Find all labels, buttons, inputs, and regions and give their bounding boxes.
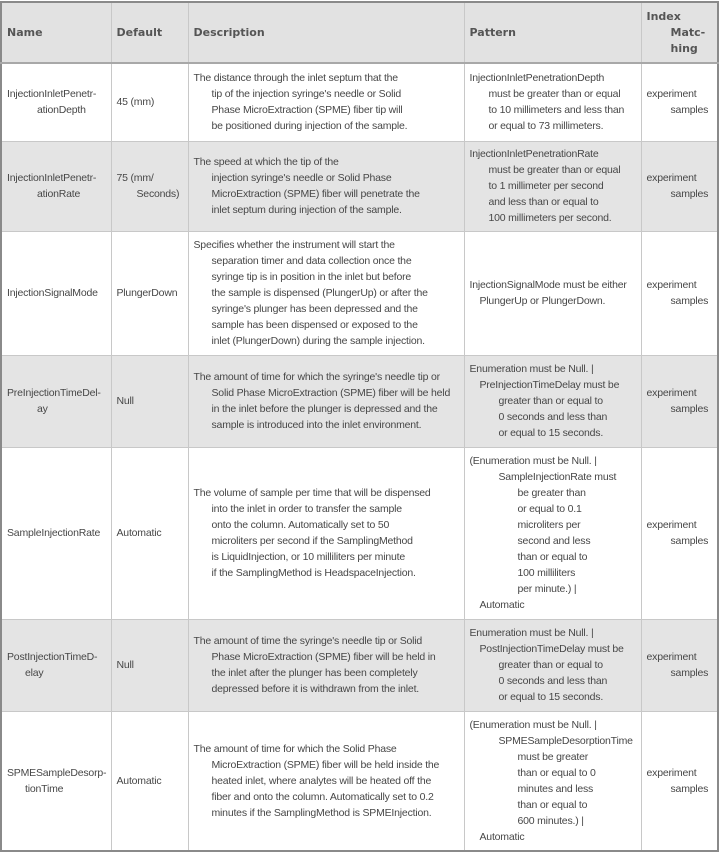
cell-name — [1, 711, 111, 851]
header-default: Default — [111, 2, 188, 63]
header-index-matching — [641, 2, 718, 63]
description-text: Phase MicroExtraction (SPME) fiber tip will — [211, 104, 403, 117]
pattern-text: to 10 millimeters and less than — [488, 104, 625, 117]
pattern-text: be greater than — [517, 487, 586, 499]
index-matching-text: experiment — [646, 766, 697, 779]
name-text: PreInjectionTimeDel- — [7, 387, 101, 399]
header-pattern: Pattern — [464, 2, 641, 63]
description-text: inlet septum during injection of the sample. — [211, 204, 402, 216]
cell-name — [1, 231, 111, 355]
name-text: InjectionSignalMode — [7, 287, 98, 299]
table-row — [1, 231, 718, 355]
cell-description — [188, 63, 464, 141]
cell-index-matching — [641, 141, 718, 231]
description-text: Solid Phase MicroExtraction (SPME) fiber will be held — [211, 387, 451, 399]
pattern-text: (Enumeration must be Null. | — [469, 455, 597, 467]
cell-pattern — [464, 355, 641, 447]
index-matching-text: samples — [670, 535, 709, 547]
pattern-text: minutes and less — [517, 782, 594, 795]
name-text: ationDepth — [37, 104, 86, 117]
description-text: into the inlet in order to transfer the sample — [211, 503, 402, 515]
header-index-matching-line3: hing — [670, 41, 698, 55]
index-matching-text: experiment — [646, 651, 697, 663]
pattern-text: must be greater — [517, 750, 589, 763]
index-matching-text: samples — [670, 104, 709, 117]
pattern-text: microliters per — [517, 519, 581, 531]
cell-description — [188, 355, 464, 447]
name-text: ationRate — [37, 188, 81, 200]
pattern-text: SPMESampleDesorptionTime — [498, 734, 633, 747]
description-text: MicroExtraction (SPME) fiber will be held inside the — [211, 758, 440, 771]
header-row — [1, 2, 718, 63]
pattern-text: 0 seconds and less than — [498, 675, 608, 687]
pattern-text: or equal to 73 millimeters. — [488, 120, 604, 133]
cell-pattern — [464, 63, 641, 141]
description-text: microliters per second if the SamplingMethod — [211, 535, 413, 547]
description-text: MicroExtraction (SPME) fiber will penetrate the — [211, 188, 420, 200]
description-text: sample has been dispensed or exposed to the — [211, 319, 418, 331]
description-text: Phase MicroExtraction (SPME) fiber will be held in — [211, 651, 436, 663]
description-text: injection syringe's needle or Solid Phase — [211, 172, 392, 184]
index-matching-text: experiment — [646, 88, 697, 101]
options-table — [0, 1, 719, 852]
description-text: separation timer and data collection once the — [211, 255, 412, 267]
pattern-text: 100 millimeters per second. — [488, 212, 612, 224]
table-row — [1, 141, 718, 231]
cell-default — [111, 231, 188, 355]
description-text: the inlet after the plunger has been completely — [211, 667, 418, 679]
default-text: Null — [116, 395, 134, 407]
description-text: be positioned during injection of the sample. — [211, 120, 408, 133]
pattern-text: InjectionInletPenetrationDepth — [469, 72, 605, 85]
name-text: PostInjectionTimeD- — [7, 651, 98, 663]
cell-pattern — [464, 619, 641, 711]
table-row — [1, 619, 718, 711]
pattern-text: than or equal to — [517, 798, 588, 811]
description-text: The volume of sample per time that will be dispensed — [193, 487, 431, 499]
description-text: syringe tip is in position in the inlet but before — [211, 271, 412, 283]
default-text: 45 (mm) — [116, 96, 155, 109]
cell-index-matching — [641, 447, 718, 619]
description-text: fiber and onto the column. Automatically set to 0.2 — [211, 790, 434, 803]
pattern-text: Automatic — [479, 599, 525, 611]
index-matching-text: experiment — [646, 172, 697, 184]
description-text: The amount of time for which the syringe's needle tip or — [193, 371, 440, 383]
description-text: inlet (PlungerDown) during the sample injection. — [211, 335, 425, 347]
pattern-text: SampleInjectionRate must — [498, 471, 617, 483]
cell-pattern — [464, 447, 641, 619]
index-matching-text: experiment — [646, 519, 697, 531]
table-row — [1, 447, 718, 619]
description-text: the sample is dispensed (PlungerUp) or after the — [211, 287, 428, 299]
cell-index-matching — [641, 355, 718, 447]
header-index-matching-line2: Matc- — [670, 25, 706, 39]
description-text: The distance through the inlet septum that the — [193, 72, 398, 85]
cell-index-matching — [641, 711, 718, 851]
table-row — [1, 711, 718, 851]
pattern-text: InjectionSignalMode must be either — [469, 279, 627, 291]
name-text: ay — [37, 403, 48, 415]
table-row — [1, 63, 718, 141]
default-text: 75 (mm/ — [116, 172, 154, 184]
index-matching-text: samples — [670, 667, 709, 679]
pattern-text: and less than or equal to — [488, 196, 599, 208]
description-text: Specifies whether the instrument will start the — [193, 239, 395, 251]
cell-description — [188, 711, 464, 851]
description-text: in the inlet before the plunger is depressed and the — [211, 403, 438, 415]
name-text: SampleInjectionRate — [7, 527, 101, 539]
default-text: Automatic — [116, 774, 162, 787]
description-text: if the SamplingMethod is HeadspaceInjection. — [211, 567, 416, 579]
pattern-text: greater than or equal to — [498, 659, 603, 671]
pattern-text: than or equal to 0 — [517, 766, 596, 779]
cell-description — [188, 619, 464, 711]
description-text: sample is introduced into the inlet environment. — [211, 419, 422, 431]
pattern-text: must be greater than or equal — [488, 164, 621, 176]
description-text: The amount of time the syringe's needle tip or Solid — [193, 635, 423, 647]
cell-default — [111, 711, 188, 851]
description-text: The speed at which the tip of the — [193, 156, 339, 168]
cell-default — [111, 355, 188, 447]
default-text: PlungerDown — [116, 287, 178, 299]
description-text: The amount of time for which the Solid Phase — [193, 742, 397, 755]
pattern-text: or equal to 15 seconds. — [498, 427, 604, 439]
cell-name — [1, 355, 111, 447]
name-text: InjectionInletPenetr- — [7, 172, 97, 184]
index-matching-text: samples — [670, 295, 709, 307]
header-description: Description — [188, 2, 464, 63]
cell-index-matching — [641, 63, 718, 141]
pattern-text: greater than or equal to — [498, 395, 603, 407]
pattern-text: or equal to 0.1 — [517, 503, 582, 515]
name-text: InjectionInletPenetr- — [7, 88, 97, 101]
default-text: Null — [116, 659, 134, 671]
pattern-text: PostInjectionTimeDelay must be — [479, 643, 624, 655]
cell-name — [1, 447, 111, 619]
cell-index-matching — [641, 231, 718, 355]
pattern-text: InjectionInletPenetrationRate — [469, 148, 599, 160]
name-text: SPMESampleDesorp- — [7, 766, 107, 779]
header-name: Name — [1, 2, 111, 63]
pattern-text: to 1 millimeter per second — [488, 180, 604, 192]
cell-index-matching — [641, 619, 718, 711]
cell-name — [1, 619, 111, 711]
cell-description — [188, 447, 464, 619]
pattern-text: (Enumeration must be Null. | — [469, 718, 597, 731]
index-matching-text: experiment — [646, 387, 697, 399]
cell-default — [111, 63, 188, 141]
name-text: tionTime — [25, 782, 64, 795]
pattern-text: 100 milliliters — [517, 567, 576, 579]
pattern-text: PlungerUp or PlungerDown. — [479, 295, 606, 307]
pattern-text: or equal to 15 seconds. — [498, 691, 604, 703]
description-text: heated inlet, where analytes will be heated off the — [211, 774, 432, 787]
pattern-text: 600 minutes.) | — [517, 814, 584, 827]
cell-pattern — [464, 711, 641, 851]
pattern-text: PreInjectionTimeDelay must be — [479, 379, 620, 391]
pattern-text: per minute.) | — [517, 583, 577, 595]
header-index-matching-line1: Index — [646, 9, 681, 23]
pattern-text: second and less — [517, 535, 591, 547]
description-text: tip of the injection syringe's needle or Solid — [211, 88, 402, 101]
index-matching-text: experiment — [646, 279, 697, 291]
cell-description — [188, 141, 464, 231]
cell-default — [111, 447, 188, 619]
description-text: onto the column. Automatically set to 50 — [211, 519, 390, 531]
cell-default — [111, 619, 188, 711]
pattern-text: Enumeration must be Null. | — [469, 363, 594, 375]
description-text: minutes if the SamplingMethod is SPMEInjection. — [211, 806, 432, 819]
index-matching-text: samples — [670, 403, 709, 415]
description-text: depressed before it is withdrawn from the inlet. — [211, 683, 420, 695]
cell-pattern — [464, 141, 641, 231]
cell-description — [188, 231, 464, 355]
cell-default — [111, 141, 188, 231]
description-text: is LiquidInjection, or 10 milliliters per minute — [211, 551, 405, 563]
description-text: syringe's plunger has been depressed and the — [211, 303, 418, 315]
index-matching-text: samples — [670, 782, 709, 795]
pattern-text: Automatic — [479, 830, 525, 843]
cell-pattern — [464, 231, 641, 355]
default-text: Automatic — [116, 527, 162, 539]
pattern-text: than or equal to — [517, 551, 588, 563]
pattern-text: 0 seconds and less than — [498, 411, 608, 423]
pattern-text: Enumeration must be Null. | — [469, 627, 594, 639]
index-matching-text: samples — [670, 188, 709, 200]
pattern-text: must be greater than or equal — [488, 88, 621, 101]
name-text: elay — [25, 667, 44, 679]
table-row — [1, 355, 718, 447]
cell-name — [1, 63, 111, 141]
cell-name — [1, 141, 111, 231]
default-text: Seconds) — [136, 188, 180, 200]
